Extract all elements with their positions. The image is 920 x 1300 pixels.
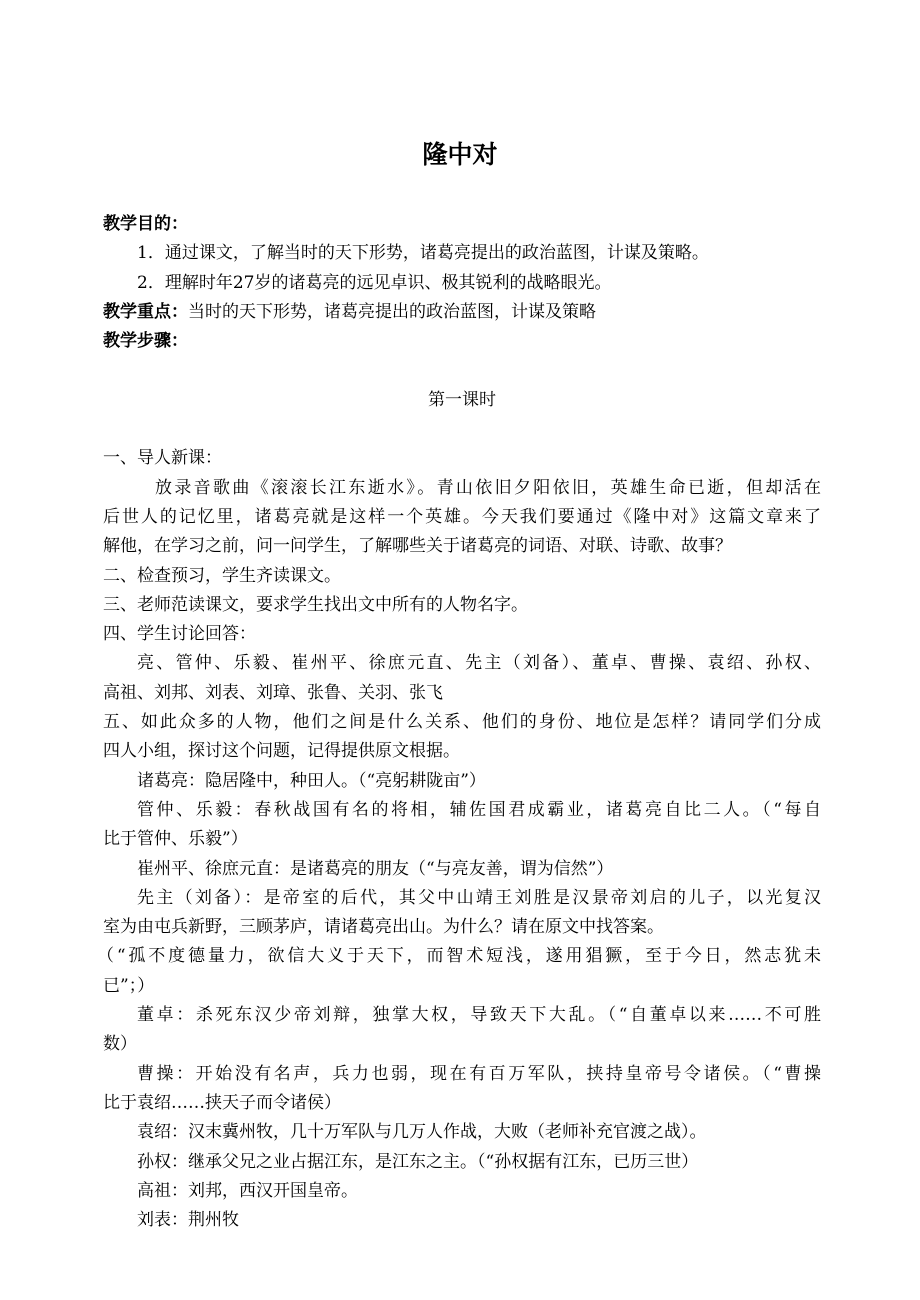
paragraph-line: 袁绍：汉末冀州牧，几十万军队与几万人作战，大败（老师补充官渡之战）。 [137, 1122, 707, 1143]
paragraph-line: 亮、管仲、乐毅、崔州平、徐庶元直、先主（刘备）、董卓、曹操、袁绍、孙权、 [137, 653, 821, 674]
document-body [97, 210, 821, 1235]
focus-row [103, 298, 821, 327]
paragraph-line: 数） [103, 1034, 137, 1055]
goal-item-1: 1．通过课文，了解当时的天下形势，诸葛亮提出的政治蓝图，计谋及策略。 [137, 243, 709, 264]
paragraph-line: 比于管仲、乐毅”） [103, 829, 248, 850]
paragraph-line: 放录音歌曲《滚滚长江东逝水》。青山依旧夕阳依旧，英雄生命已逝，但却活在 [155, 477, 821, 498]
paragraph-line: 董卓：杀死东汉少帝刘辩，独掌大权，导致天下大乱。（“自董卓以来……不可胜 [137, 1005, 821, 1026]
spacer [103, 415, 821, 444]
paragraph-line: 已”；） [103, 975, 155, 996]
paragraph-line: 诸葛亮：隐居隆中，种田人。（“亮躬耕陇亩”） [137, 770, 486, 791]
section-heading: 一、导人新课： [103, 448, 222, 469]
paragraph-line: （“孤不度德量力，欲信大义于天下，而智术短浅，遂用猖獗，至于今日，然志犹未 [97, 946, 821, 967]
paragraph-line: 室为由屯兵新野，三顾茅庐，请诸葛亮出山。为什么？请在原文中找答案。 [103, 917, 664, 938]
focus-text: 当时的天下形势，诸葛亮提出的政治蓝图，计谋及策略 [188, 301, 596, 322]
paragraph-line: 先主（刘备）：是帝室的后代，其父中山靖王刘胜是汉景帝刘启的儿子，以光复汉 [137, 887, 821, 908]
goal-item-2: 2．理解时年27岁的诸葛亮的远见卓识、极其锐利的战略眼光。 [137, 272, 612, 293]
section-heading: 四、学生讨论回答： [103, 624, 256, 645]
paragraph-line: 四人小组，探讨这个问题，记得提供原文根据。 [103, 741, 460, 762]
section-heading: 五、如此众多的人物，他们之间是什么关系、他们的身份、地位是怎样？请同学们分成 [103, 712, 821, 733]
paragraph-line: 管仲、乐毅：春秋战国有名的将相，辅佐国君成霸业，诸葛亮自比二人。（“每自 [137, 799, 821, 820]
goals-label: 教学目的： [103, 214, 188, 234]
spacer [103, 356, 821, 385]
paragraph-line: 崔州平、徐庶元直：是诸葛亮的朋友（“与亮友善，谓为信然”） [137, 858, 614, 879]
paragraph-line: 比于袁绍……挟天子而令诸侯） [103, 1092, 341, 1113]
section-heading: 二、检查预习，学生齐读课文。 [103, 565, 341, 586]
paragraph-line: 曹操：开始没有名声，兵力也弱，现在有百万军队，挟持皇帝号令诸侯。（“曹操 [137, 1063, 821, 1084]
lesson-heading: 第一课时 [428, 389, 496, 410]
paragraph-line: 高祖、刘邦、刘表、刘璋、张鲁、关羽、张飞 [103, 682, 443, 703]
paragraph-line: 刘表：荆州牧 [137, 1210, 239, 1231]
steps-label: 教学步骤： [103, 331, 188, 352]
paragraph-line: 后世人的记忆里，诸葛亮就是这样一个英雄。今天我们要通过《隆中对》这篇文章来了 [103, 506, 821, 527]
paragraph-line: 解他，在学习之前，问一问学生，了解哪些关于诸葛亮的词语、对联、诗歌、故事？ [103, 536, 732, 557]
section-heading: 三、老师范读课文，要求学生找出文中所有的人物名字。 [103, 594, 528, 615]
paragraph-line: 高祖：刘邦，西汉开国皇帝。 [137, 1180, 358, 1201]
paragraph-line: 孙权：继承父兄之业占据江东，是江东之主。（“孙权据有江东，已历三世） [137, 1151, 699, 1172]
page-title: 隆中对 [422, 140, 498, 169]
focus-label: 教学重点： [103, 301, 188, 322]
